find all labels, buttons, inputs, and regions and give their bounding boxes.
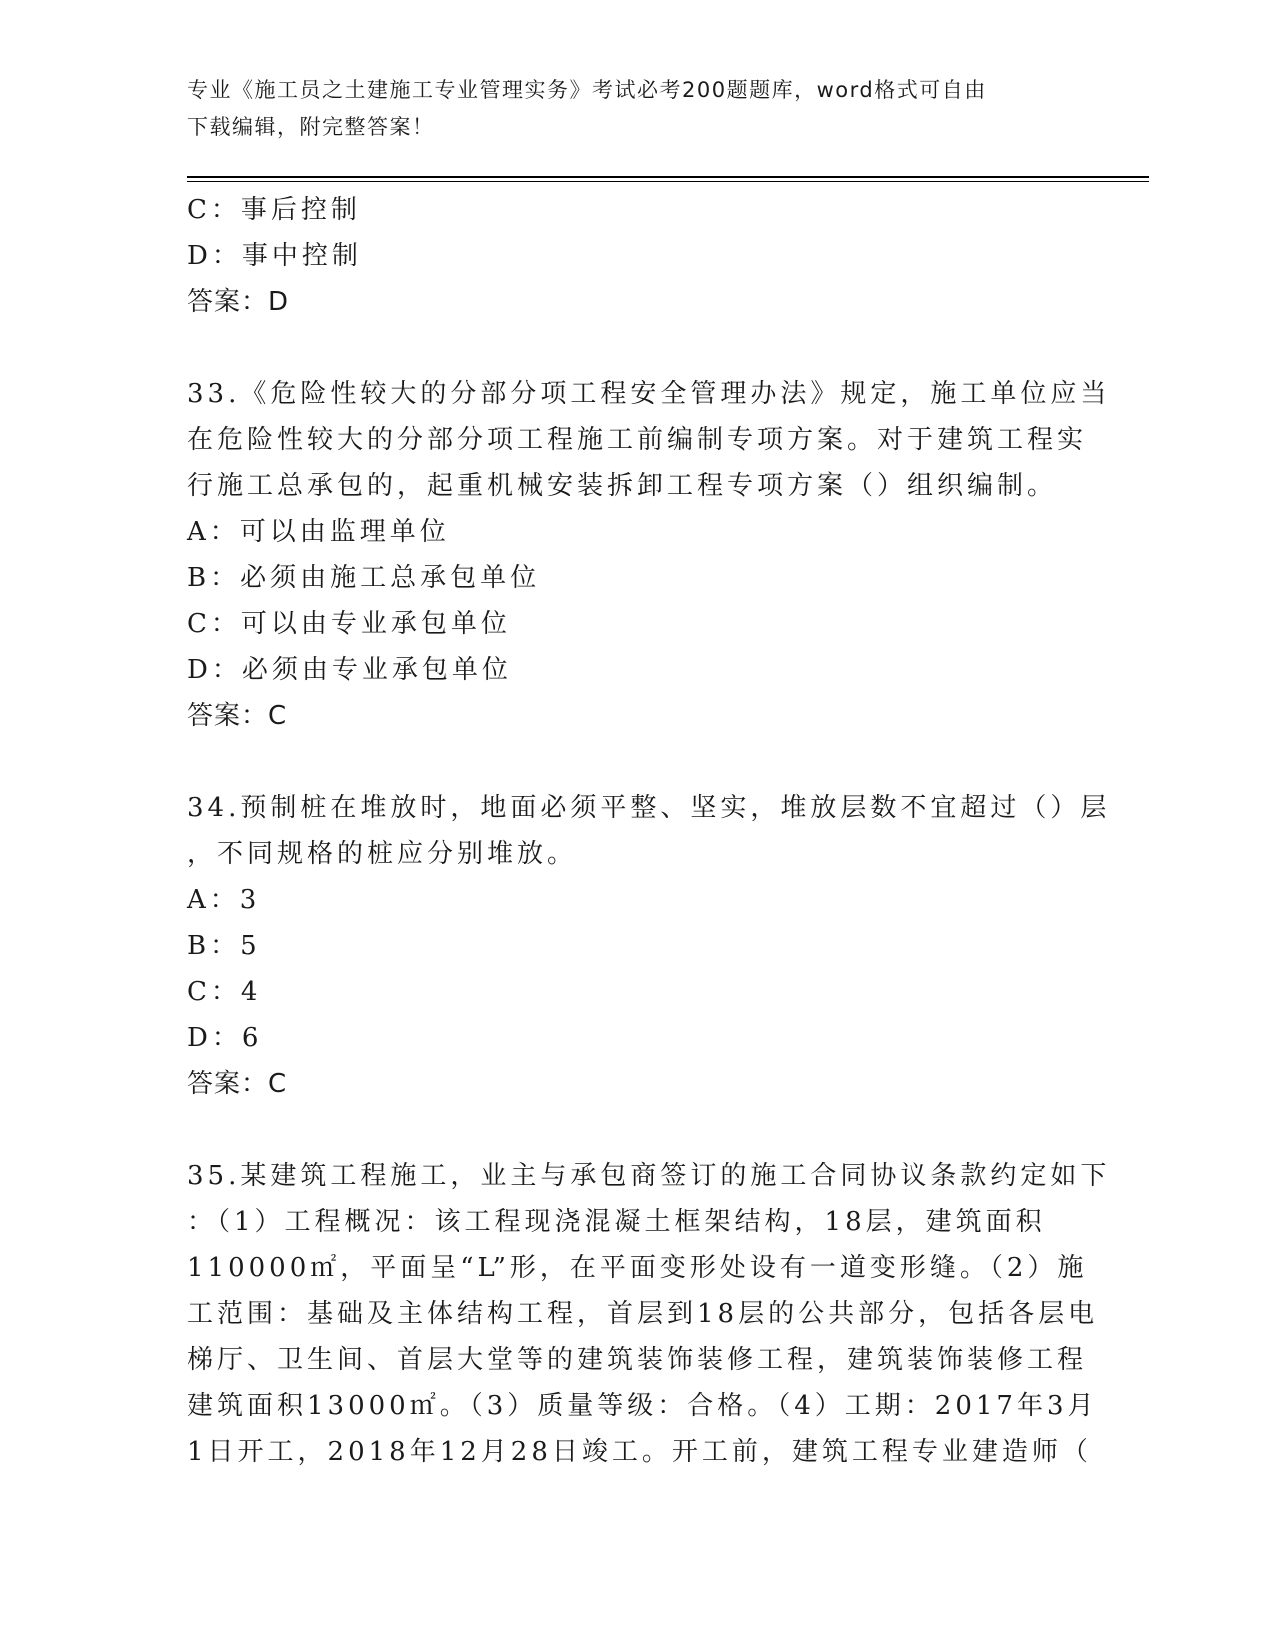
- option-d: D：6: [187, 1023, 263, 1053]
- question-32-tail: [187, 187, 1067, 325]
- option-a: A：3: [187, 885, 261, 915]
- question-33: [187, 371, 1111, 739]
- question-stem-line: 1日开工，2018年12月28日竣工。开工前，建筑工程专业建造师（: [187, 1437, 1092, 1467]
- answer-line: 答案：C: [187, 701, 288, 731]
- question-stem-line: 工范围：基础及主体结构工程，首层到18层的公共部分，包括各层电: [187, 1299, 1099, 1329]
- question-stem-line: 110000㎡，平面呈“L”形，在平面变形处设有一道变形缝。（2）施: [187, 1253, 1088, 1283]
- question-stem-line: ：（1）工程概况：该工程现浇混凝土框架结构，18层，建筑面积: [187, 1207, 1046, 1237]
- option-b: B：必须由施工总承包单位: [187, 563, 541, 593]
- option-c: C：事后控制: [187, 195, 361, 225]
- answer-line: 答案：C: [187, 1069, 288, 1099]
- question-35: [187, 1153, 1111, 1475]
- question-34: [187, 785, 1111, 1107]
- question-stem-line: ，不同规格的桩应分别堆放。: [187, 839, 578, 869]
- option-d: D：必须由专业承包单位: [187, 655, 512, 685]
- spacer: [187, 1107, 1067, 1153]
- question-stem-line: 35.某建筑工程施工，业主与承包商签订的施工合同协议条款约定如下: [187, 1161, 1111, 1191]
- option-a: A：可以由监理单位: [187, 517, 450, 547]
- question-stem-line: 建筑面积13000㎡。（3）质量等级：合格。（4）工期：2017年3月: [187, 1391, 1098, 1421]
- spacer: [187, 739, 1067, 785]
- question-stem-line: 梯厅、卫生间、首层大堂等的建筑装饰装修工程，建筑装饰装修工程: [187, 1345, 1088, 1375]
- question-stem-line: 行施工总承包的，起重机械安装拆卸工程专项方案（）组织编制。: [187, 471, 1058, 501]
- spacer: [187, 325, 1067, 371]
- question-stem-line: 在危险性较大的分部分项工程施工前编制专项方案。对于建筑工程实: [187, 425, 1088, 455]
- header-line-2: 下载编辑，附完整答案！: [187, 115, 435, 139]
- document-body: [187, 187, 1111, 1475]
- option-d: D：事中控制: [187, 241, 362, 271]
- header-line-1: 专业《施工员之土建施工专业管理实务》考试必考200题题库，word格式可自由: [187, 78, 987, 102]
- question-stem-line: 33.《危险性较大的分部分项工程安全管理办法》规定，施工单位应当: [187, 379, 1111, 409]
- option-c: C：4: [187, 977, 262, 1007]
- page-header: [187, 72, 1087, 146]
- header-rule-thin: [187, 181, 1149, 182]
- option-c: C：可以由专业承包单位: [187, 609, 511, 639]
- answer-line: 答案：D: [187, 287, 290, 317]
- option-b: B：5: [187, 931, 261, 961]
- question-stem-line: 34.预制桩在堆放时，地面必须平整、坚实，堆放层数不宜超过（）层: [187, 793, 1111, 823]
- header-rule-thick: [187, 176, 1149, 178]
